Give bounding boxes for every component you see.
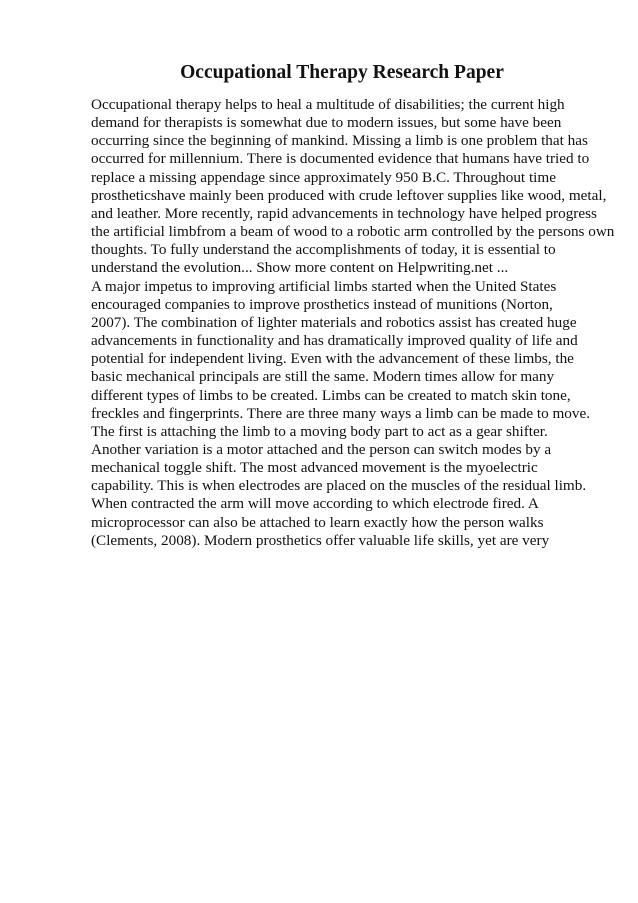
body-text-line: When contracted the arm will move according to which electrode fired. A [91, 495, 539, 513]
body-text-line: different types of limbs to be created. Limbs can be created to match skin tone, [91, 386, 571, 404]
body-text-line: mechanical toggle shift. The most advanced movement is the myoelectric [91, 459, 538, 477]
body-text-line: A major impetus to improving artificial limbs started when the United States [91, 277, 557, 295]
body-text-line: microprocessor can also be attached to learn exactly how the person walks [91, 513, 544, 531]
body-text-line: occurring since the beginning of mankind. Missing a limb is one problem that has [91, 132, 588, 150]
body-text-line: freckles and fingerprints. There are three many ways a limb can be made to move. [91, 404, 591, 422]
body-text-line: demand for therapists is somewhat due to modern issues, but some have been [91, 114, 562, 132]
body-text-line: The first is attaching the limb to a moving body part to act as a gear shifter. [91, 422, 548, 440]
body-text-line: prostheticshave mainly been produced with crude leftover supplies like wood, metal, [91, 186, 607, 204]
body-text-line: basic mechanical principals are still the same. Modern times allow for many [91, 368, 555, 386]
body-text-line: Occupational therapy helps to heal a multitude of disabilities; the current high [91, 96, 565, 113]
document-body [91, 96, 615, 550]
body-text-line: and leather. More recently, rapid advancements in technology have helped progress [91, 204, 597, 222]
body-text-line: thoughts. To fully understand the accomplishments of today, it is essential to [91, 241, 556, 259]
body-text-line: (Clements, 2008). Modern prosthetics offer valuable life skills, yet are very [91, 531, 550, 549]
body-text-line: advancements in functionality and has dramatically improved quality of life and [91, 332, 578, 350]
body-text-line: capability. This is when electrodes are placed on the muscles of the residual limb. [91, 477, 587, 495]
body-text-line: Another variation is a motor attached and the person can switch modes by a [91, 440, 552, 458]
body-text-line: the artificial limbfrom a beam of wood to a robotic arm controlled by the persons own [91, 223, 615, 241]
body-text-line: 2007). The combination of lighter materials and robotics assist has created huge [91, 313, 577, 331]
document-title: Occupational Therapy Research Paper [180, 62, 504, 83]
body-text-line: potential for independent living. Even with the advancement of these limbs, the [91, 350, 574, 368]
body-text-line: occurred for millennium. There is documented evidence that humans have tried to [91, 150, 590, 168]
body-text-line: understand the evolution... Show more content on Helpwriting.net ... [91, 259, 509, 277]
body-text-line: encouraged companies to improve prosthetics instead of munitions (Norton, [91, 295, 553, 313]
body-text-line: replace a missing appendage since approximately 950 B.C. Throughout time [91, 168, 556, 186]
